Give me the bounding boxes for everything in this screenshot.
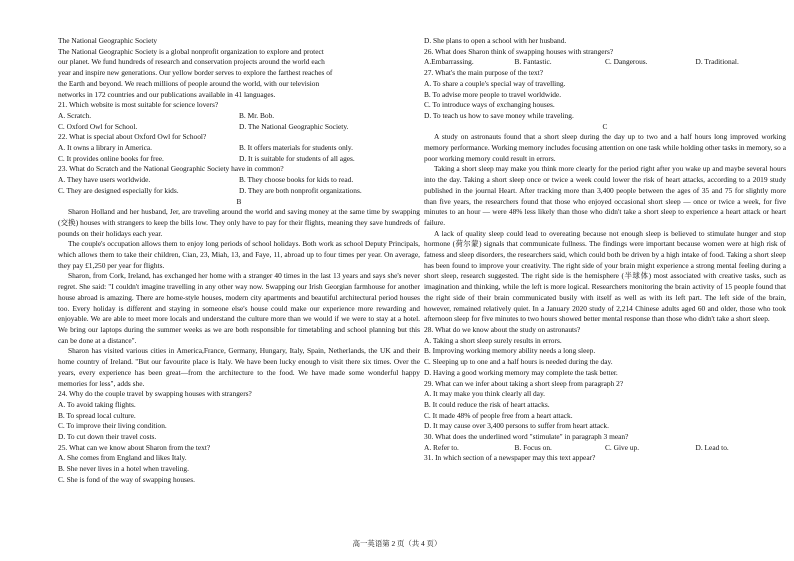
option: B. It could reduce the risk of heart attacks. — [424, 399, 550, 409]
question-21: 21. Which website is most suitable for science lovers? — [58, 100, 219, 110]
option: D. To teach us how to save money while traveling. — [424, 110, 574, 120]
passage-b-paragraph: Sharon, from Cork, Ireland, has exchanged her home with a stranger 40 times in the last 13 years and says she's never regret. She said: "I couldn't imagine travelling in any other way now. Swapping our Irish Georgian farmhouse for another house abroad is amazing. There are home-style houses, modern city apartments and beautiful architectural period houses too. Every holiday is different and staying in someone else's house could make our experience more rewarding and enjoyable. We are able to meet more locals and understand the culture more than we would if we were to stay at a hotel. We bring our laptops during the summer weeks as we are both responsible for timetabling and school planning but this can be done at a distance". — [58, 271, 420, 345]
passage-a-line: our planet. We fund hundreds of research and conservation projects around the world each — [58, 57, 325, 67]
option: B. Fantastic. — [514, 57, 552, 67]
option: A. To share a couple's special way of travelling. — [424, 78, 566, 88]
option: B. She never lives in a hotel when traveling. — [58, 464, 189, 474]
option: D. To cut down their travel costs. — [58, 432, 157, 442]
right-column — [424, 36, 786, 464]
option: D. It may cause over 3,400 persons to suffer from heart attack. — [424, 421, 609, 431]
question-24: 24. Why do the couple travel by swapping houses with strangers? — [58, 389, 252, 399]
option: B. To spread local culture. — [58, 410, 136, 420]
question-29: 29. What can we infer about taking a short sleep from paragraph 2? — [424, 378, 624, 388]
q23-options — [58, 186, 420, 197]
passage-a-line: year and inspire new generations. Our yellow border serves to explore the farthest reaches of — [58, 68, 333, 78]
option: C. To improve their living condition. — [58, 421, 167, 431]
passage-b-paragraph: The couple's occupation allows them to enjoy long periods of school holidays. Both work as school Deputy Principals, which allows them to take their children, Cian, 23, Miah, 13, and Faye, 11, abroad up to four times per year. On average, they pay £1,250 per year for flights. — [58, 239, 420, 270]
page-footer: 高一英语第 2 页（共 4 页） — [352, 539, 442, 548]
option: C. It provides online books for free. — [58, 153, 164, 163]
q21-options — [58, 111, 420, 122]
option: A. She comes from England and likes Italy. — [58, 453, 187, 463]
option: D. They are both nonprofit organizations. — [239, 185, 362, 195]
question-25: 25. What can we know about Sharon from the text? — [58, 442, 211, 452]
section-b-heading: B — [236, 196, 242, 206]
passage-a-line: networks in 172 countries and our publications available in 41 languages. — [58, 89, 276, 99]
q22-options — [58, 154, 420, 165]
passage-a-line: the Earth and beyond. We reach millions of people around the world, with our television — [58, 78, 320, 88]
passage-b-paragraph: Sharon Holland and her husband, Jer, are traveling around the world and saving money at the same time by swapping (交换) houses with strangers to keep the bills low. They only have to pay for their flights, meaning they save hundreds of pounds on their holidays each year. — [58, 207, 420, 238]
option: B. It offers materials for students only. — [239, 143, 353, 153]
option: A. Taking a short sleep surely results in errors. — [424, 335, 562, 345]
section-c-heading: C — [602, 121, 608, 131]
passage-a-title: The National Geographic Society — [58, 36, 158, 45]
question-23: 23. What do Scratch and the National Geographic Society have in common? — [58, 164, 284, 174]
option: C. To introduce ways of exchanging houses. — [424, 100, 555, 110]
option: C. Sleeping up to one and a half hours is needed during the day. — [424, 357, 613, 367]
option: D. The National Geographic Society. — [239, 121, 349, 131]
option: B. Focus on. — [514, 442, 552, 452]
question-26: 26. What does Sharon think of swapping houses with strangers? — [424, 46, 614, 56]
passage-c-paragraph: A study on astronauts found that a short sleep during the day up to two and a half hours long improved working memory performance. Working memory includes focusing attention on one task while holding other tasks in memory, so a poor working memory could result in errors. — [424, 132, 786, 163]
option: B. Mr. Bob. — [239, 110, 275, 120]
question-30: 30. What does the underlined word "stimulate" in paragraph 3 mean? — [424, 432, 629, 442]
option: D. It is suitable for students of all ages. — [239, 153, 355, 163]
option: D. She plans to open a school with her husband. — [424, 36, 567, 45]
passage-a-line: The National Geographic Society is a global nonprofit organization to explore and protect — [58, 46, 324, 56]
q21-options — [58, 122, 420, 133]
q22-options — [58, 143, 420, 154]
option: A. Scratch. — [58, 110, 92, 120]
option: A. They have users worldwide. — [58, 175, 151, 185]
option: A. Refer to. — [424, 442, 459, 452]
q30-options — [424, 443, 786, 454]
option: C. Oxford Owl for School. — [58, 121, 138, 131]
option: C. Dangerous. — [605, 57, 648, 67]
option: D. Lead to. — [695, 442, 729, 452]
passage-c-paragraph: Taking a short sleep may make you think more clearly for the period right after you wake up and maybe several hours into the day. Taking a short sleep once or twice a week could lower the risk of heart attacks, according to a 2019 study published in the journal Heart. After tracking more than 3,400 people between the ages of 35 and 75 for slightly more than five years, the researchers found that those who enjoyed occasional short sleep — once or twice a week, for five minutes to an hour — were 48% less likely than those who didn't take a short sleep to experience a heart attack or heart failure. — [424, 164, 786, 227]
option: C. Give up. — [605, 442, 640, 452]
option: B. They choose books for kids to read. — [239, 175, 354, 185]
question-22: 22. What is special about Oxford Owl for School? — [58, 132, 207, 142]
option: C. It made 48% of people free from a heart attack. — [424, 410, 573, 420]
option: A.Embarrassing. — [424, 57, 474, 67]
option: B. Improving working memory ability needs a long sleep. — [424, 346, 596, 356]
passage-c-paragraph: A lack of quality sleep could lead to overeating because not enough sleep is believed to stimulate hunger and stop hormone (荷尔蒙) signals that communicate fullness. The findings were important because women were at high risk of fatness and sleep disorders, the researchers said, which could both be driven by a high intake of food. Taking a short sleep has been found to improve your creativity. The right side of your brain might experience a strong mental feeling during a short sleep, research suggested. The right side is the hemisphere (半球体) most associated with creative tasks, such as imagination and thinking, while the left is more logical. Researchers monitoring the brain activity of 15 people found that the right side of their brain communicated busily with itself as well as with its left part. The left side of the brain, however, remained relatively quiet. In a January 2020 study of 2,214 Chinese adults aged 60 and older, those who took afternoon sleep for five minutes to two hours showed better mental response than those who didn't take a short sleep. — [424, 228, 786, 324]
option: A. It owns a library in America. — [58, 143, 152, 153]
option: B. To advise more people to travel worldwide. — [424, 89, 562, 99]
question-28: 28. What do we know about the study on astronauts? — [424, 324, 581, 334]
option: D. Traditional. — [695, 57, 739, 67]
option: C. They are designed especially for kids. — [58, 185, 179, 195]
option: C. She is fond of the way of swapping houses. — [58, 474, 195, 484]
option: A. It may make you think clearly all day. — [424, 389, 546, 399]
q23-options — [58, 175, 420, 186]
question-31: 31. In which section of a newspaper may this text appear? — [424, 453, 596, 463]
option: D. Having a good working memory may complete the task better. — [424, 367, 618, 377]
option: A. To avoid taking flights. — [58, 399, 136, 409]
q26-options — [424, 57, 786, 68]
passage-b-paragraph: Sharon has visited various cities in America,France, Germany, Hungary, Italy, Spain, Netherlands, the UK and their home country of Ireland. "But our favourite place is Italy. We have been lucky enough to visit there six times. Over the years, every experience has been great—from the architecture to the food. We have made some wonderful happy memories for less", adds she. — [58, 346, 420, 388]
question-27: 27. What's the main purpose of the text? — [424, 68, 544, 78]
left-column — [58, 36, 420, 486]
